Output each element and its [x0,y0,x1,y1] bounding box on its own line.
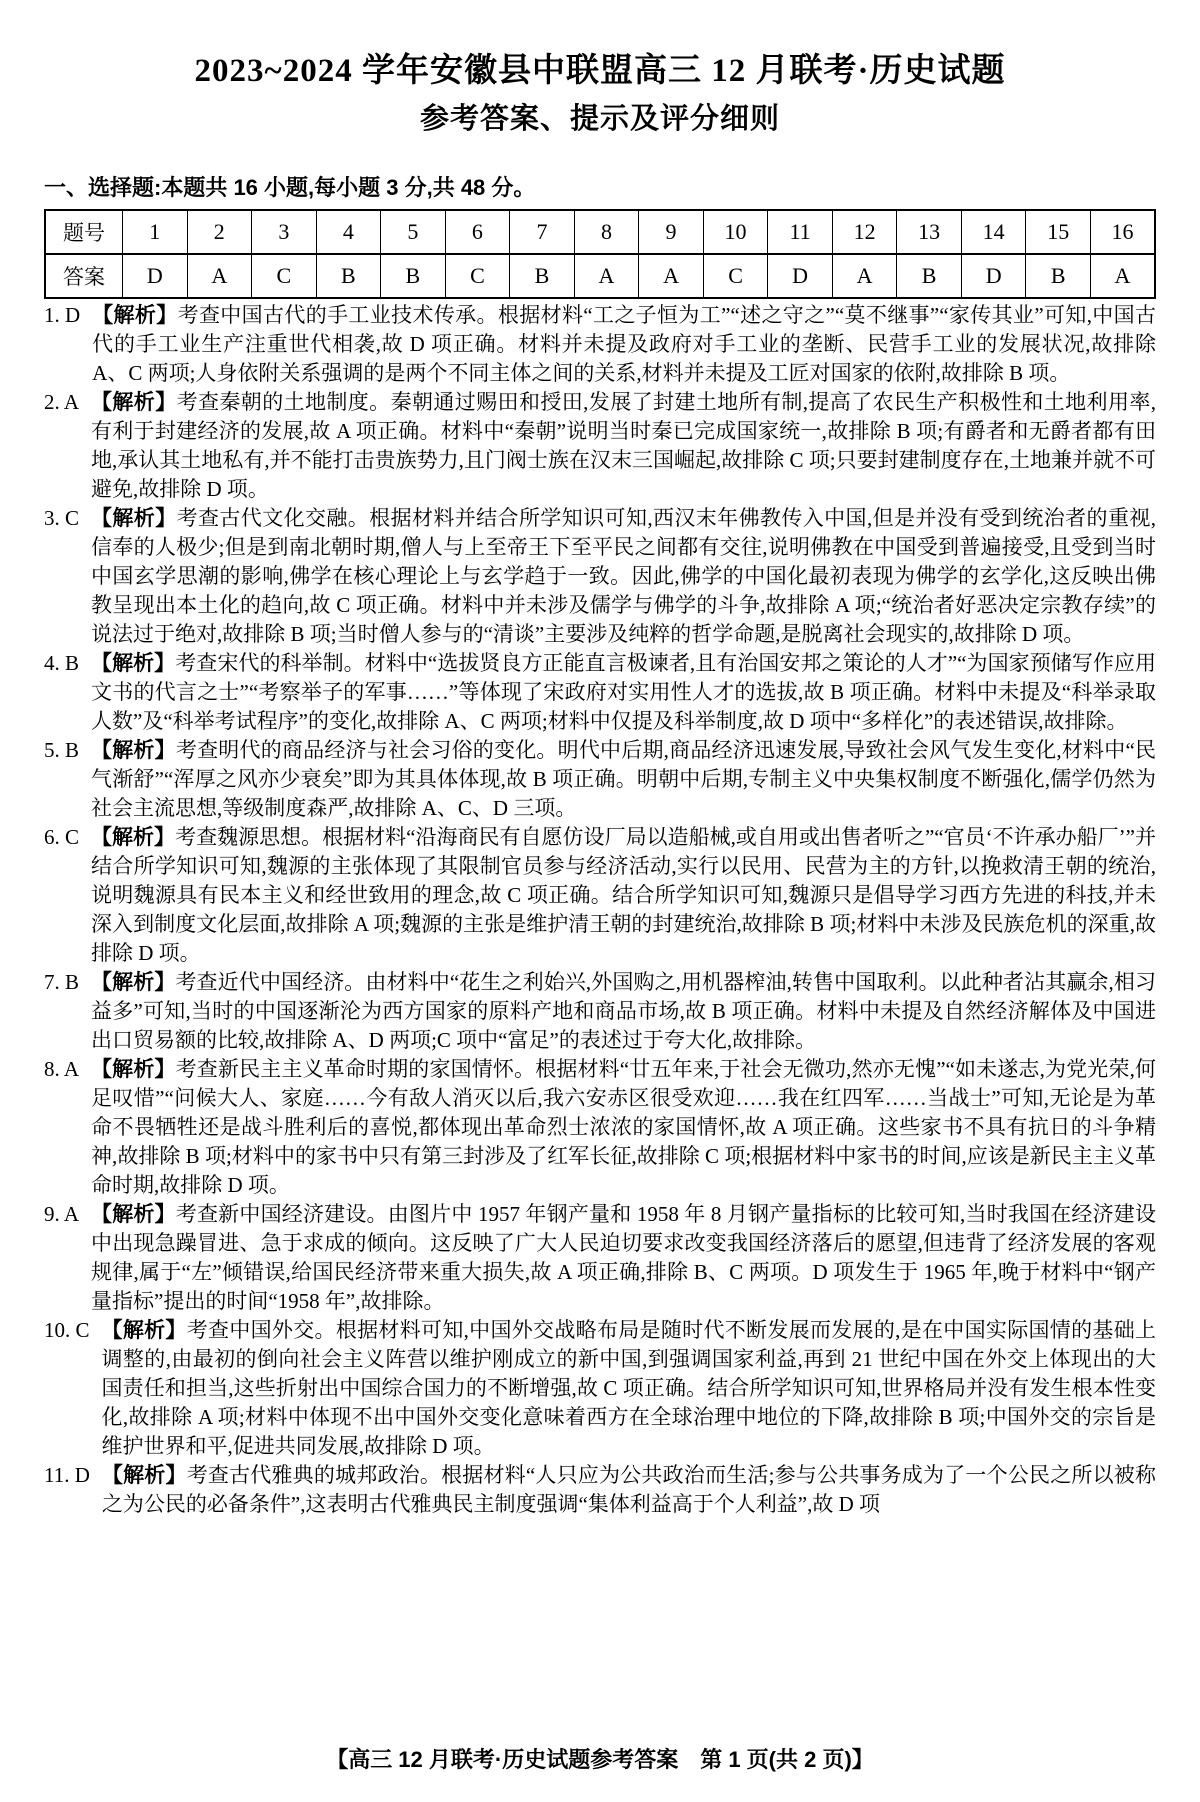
footer-page-label: 【高三 12 月联考·历史试题参考答案 第 1 页(共 2 页)】 [0,1743,1200,1774]
question-number-cell: 8 [574,210,639,254]
item-number-answer: 8. A [44,1056,80,1081]
explanation-item [44,1316,1156,1461]
item-explanation: 【解析】考查古代文化交融。根据材料并结合所学知识可知,西汉末年佛教传入中国,但是并没有受到统治者的重视,信奉的人极少;但是到南北朝时期,僧人与上至帝王下至平民之间都有交往,说明佛教在中国受到普遍接受,且受到当时中国玄学思潮的影响,佛学在核心理论上与玄学趋于一致。因此,佛学的中国化最初表现为佛学的玄学化,这反映出佛教呈现出本土化的趋向,故 C 项正确。材料中并未涉及儒学与佛学的斗争,故排除 A 项;“统治者好恶决定宗教存续”的说法过于绝对,故排除 B 项;当时僧人参与的“清谈”主要涉及纯粹的哲学命题,是脱离社会现实的,故排除 D 项。 [91,505,1157,646]
item-explanation: 【解析】考查魏源思想。根据材料“沿海商民有自愿仿设厂局以造船械,或自用或出售者听之”“官员‘不许承办船厂’”并结合所学知识可知,魏源的主张体现了其限制官员参与经济活动,实行以民用、民营为主的方针,以挽救清王朝的统治,说明魏源具有民本主义和经世致用的理念,故 C 项正确。结合所学知识可知,魏源只是倡导学习西方先进的科技,并未深入到制度文化层面,故排除 A 项;魏源的主张是维护清王朝的封建统治,故排除 B 项;材料中未涉及民族危机的深重,故排除 D 项。 [91,824,1157,965]
item-explanation: 【解析】考查秦朝的土地制度。秦朝通过赐田和授田,发展了封建土地所有制,提高了农民生产积极性和土地利用率,有利于封建经济的发展,故 A 项正确。材料中“秦朝”说明当时秦已完成国家统一,故排除 B 项;有爵者和无爵者都有田地,承认其土地私有,并不能打击贵族势力,且门阀士族在汉末三国崛起,故排除 C 项;只要封建制度存在,土地兼并就不可避免,故排除 D 项。 [91,389,1157,501]
answer-cell: C [252,254,317,298]
question-number-cell: 2 [187,210,252,254]
question-number-cell: 16 [1090,210,1155,254]
section-heading: 一、选择题:本题共 16 小题,每小题 3 分,共 48 分。 [44,175,536,201]
jiexi-tag: 【解析】 [91,970,176,994]
question-number-cell: 6 [445,210,510,254]
explanation-item [44,504,1156,649]
item-number-answer: 3. C [44,505,80,530]
answer-cell: B [316,254,381,298]
answer-cell: B [1026,254,1091,298]
explanation-item [44,1055,1156,1200]
explanation-item [44,1461,1156,1519]
explanation-item [44,649,1156,736]
question-number-row [45,210,1155,254]
answer-cell: C [445,254,510,298]
question-number-cell: 1 [123,210,188,254]
answer-cell: A [639,254,704,298]
question-number-cell: 5 [381,210,446,254]
answer-cell: D [961,254,1026,298]
item-explanation: 【解析】考查宋代的科举制。材料中“选拔贤良方正能直言极谏者,且有治国安邦之策论的人才”“为国家预储写作应用文书的代言之士”“考察举子的军事……”等体现了宋政府对实用性人才的选拔,故 B 项正确。材料中未提及“科举录取人数”及“科举考试程序”的变化,故排除 A、C 两项;材料中仅提及科举制度,故 D 项中“多样化”的表述错误,故排除。 [91,650,1156,733]
explanation-list [44,301,1156,1519]
explanation-item [44,301,1156,388]
answer-row [45,254,1155,298]
jiexi-tag: 【解析】 [91,390,177,414]
item-explanation: 【解析】考查明代的商品经济与社会习俗的变化。明代中后期,商品经济迅速发展,导致社会风气发生变化,材料中“民气渐舒”“浑厚之风亦少衰矣”即为其具体体现,故 B 项正确。明朝中后期,专制主义中央集权制度不断强化,儒学仍然为社会主流思想,等级制度森严,故排除 A、C、D 三项。 [91,737,1156,820]
question-number-cell: 4 [316,210,381,254]
question-number-cell: 7 [510,210,575,254]
answer-cell: D [123,254,188,298]
answer-cell: A [187,254,252,298]
item-explanation: 【解析】考查古代雅典的城邦政治。根据材料“人只应为公共政治而生活;参与公共事务成为了一个公民之所以被称之为公民的必备条件”,这表明古代雅典民主制度强调“集体利益高于个人利益”,故 D 项 [101,1462,1156,1516]
item-number-answer: 5. B [44,737,80,762]
item-number-answer: 6. C [44,824,80,849]
item-explanation: 【解析】考查中国外交。根据材料可知,中国外交战略布局是随时代不断发展而发展的,是在中国实际国情的基础上调整的,由最初的倒向社会主义阵营以维护刚成立的新中国,到强调国家利益,再到 21 世纪中国在外交上体现出的大国责任和担当,这些折射出中国综合国力的不断增强,故 C 项正确。结合所学知识可知,世界格局并没有发生根本性变化,故排除 A 项;材料中体现不出中国外交变化意味着西方在全球治理中地位的下降,故排除 B 项;中国外交的宗旨是维护世界和平,促进共同发展,故排除 D 项。 [101,1317,1157,1458]
jiexi-tag: 【解析】 [91,738,176,762]
explanation-item [44,736,1156,823]
question-number-cell: 12 [832,210,897,254]
answer-row-header: 答案 [45,254,123,298]
answer-cell: B [897,254,962,298]
jiexi-tag: 【解析】 [92,303,178,327]
item-number-answer: 2. A [44,389,80,414]
explanation-item [44,823,1156,968]
item-number-answer: 7. B [44,969,80,994]
jiexi-tag: 【解析】 [91,1057,176,1081]
jiexi-tag: 【解析】 [91,651,176,675]
item-number-answer: 4. B [44,650,80,675]
answer-cell: D [768,254,833,298]
jiexi-tag: 【解析】 [91,825,176,849]
answer-cell: C [703,254,768,298]
question-number-cell: 14 [961,210,1026,254]
item-explanation: 【解析】考查新民主主义革命时期的家国情怀。根据材料“廿五年来,于社会无微功,然亦无愧”“如未遂志,为党光荣,何足叹惜”“问候大人、家庭……今有敌人消灭以后,我六安赤区很受欢迎……我在红四军……当战士”可知,无论是为革命不畏牺牲还是战斗胜利后的喜悦,都体现出革命烈士浓浓的家国情怀,故 A 项正确。这些家书不具有抗日的斗争精神,故排除 B 项;材料中的家书中只有第三封涉及了红军长征,故排除 C 项;根据材料中家书的时间,应该是新民主主义革命时期,故排除 D 项。 [91,1056,1156,1197]
answer-cell: B [510,254,575,298]
explanation-item [44,1200,1156,1316]
jiexi-tag: 【解析】 [101,1318,187,1342]
item-number-answer: 9. A [44,1201,80,1226]
question-number-cell: 3 [252,210,317,254]
question-number-row-header: 题号 [45,210,123,254]
page-subtitle: 参考答案、提示及评分细则 [419,102,780,135]
answer-cell: A [1090,254,1155,298]
answer-table [44,209,1156,299]
question-number-cell: 13 [897,210,962,254]
page-title: 2023~2024 学年安徽县中联盟高三 12 月联考·历史试题 [194,53,1006,89]
item-explanation: 【解析】考查新中国经济建设。由图片中 1957 年钢产量和 1958 年 8 月钢产量指标的比较可知,当时我国在经济建设中出现急躁冒进、急于求成的倾向。这反映了广大人民迫切要求改变我国经济落后的愿望,但违背了经济发展的客观规律,属于“左”倾错误,给国民经济带来重大损失,故 A 项正确,排除 B、C 两项。D 项发生于 1965 年,晚于材料中“钢产量指标”提出的时间“1958 年”,故排除。 [91,1201,1156,1313]
question-number-cell: 10 [703,210,768,254]
item-number-answer: 11. D [44,1462,90,1487]
explanation-item [44,968,1156,1055]
explanation-item [44,388,1156,504]
answer-cell: A [574,254,639,298]
jiexi-tag: 【解析】 [91,506,177,530]
question-number-cell: 9 [639,210,704,254]
exam-answer-page [0,52,1200,1772]
question-number-cell: 11 [768,210,833,254]
question-number-cell: 15 [1026,210,1091,254]
answer-table-body [45,210,1155,298]
item-number-answer: 10. C [44,1317,90,1342]
answer-cell: A [832,254,897,298]
item-explanation: 【解析】考查中国古代的手工业技术传承。根据材料“工之子恒为工”“述之守之”“莫不继事”“家传其业”可知,中国古代的手工业生产注重世代相袭,故 D 项正确。材料并未提及政府对手工业的垄断、民营手工业的发展状况,故排除 A、C 两项;人身依附关系强调的是两个不同主体之间的关系,材料并未提及工匠对国家的依附,故排除 B 项。 [92,302,1157,385]
item-explanation: 【解析】考查近代中国经济。由材料中“花生之利始兴,外国购之,用机器榨油,转售中国取利。以此种者沾其赢余,相习益多”可知,当时的中国逐渐沦为西方国家的原料产地和商品市场,故 B 项正确。材料中未提及自然经济解体及中国进出口贸易额的比较,故排除 A、D 两项;C 项中“富足”的表述过于夸大化,故排除。 [91,969,1156,1052]
item-number-answer: 1. D [44,302,81,327]
jiexi-tag: 【解析】 [91,1202,176,1226]
answer-cell: B [381,254,446,298]
jiexi-tag: 【解析】 [101,1463,187,1487]
